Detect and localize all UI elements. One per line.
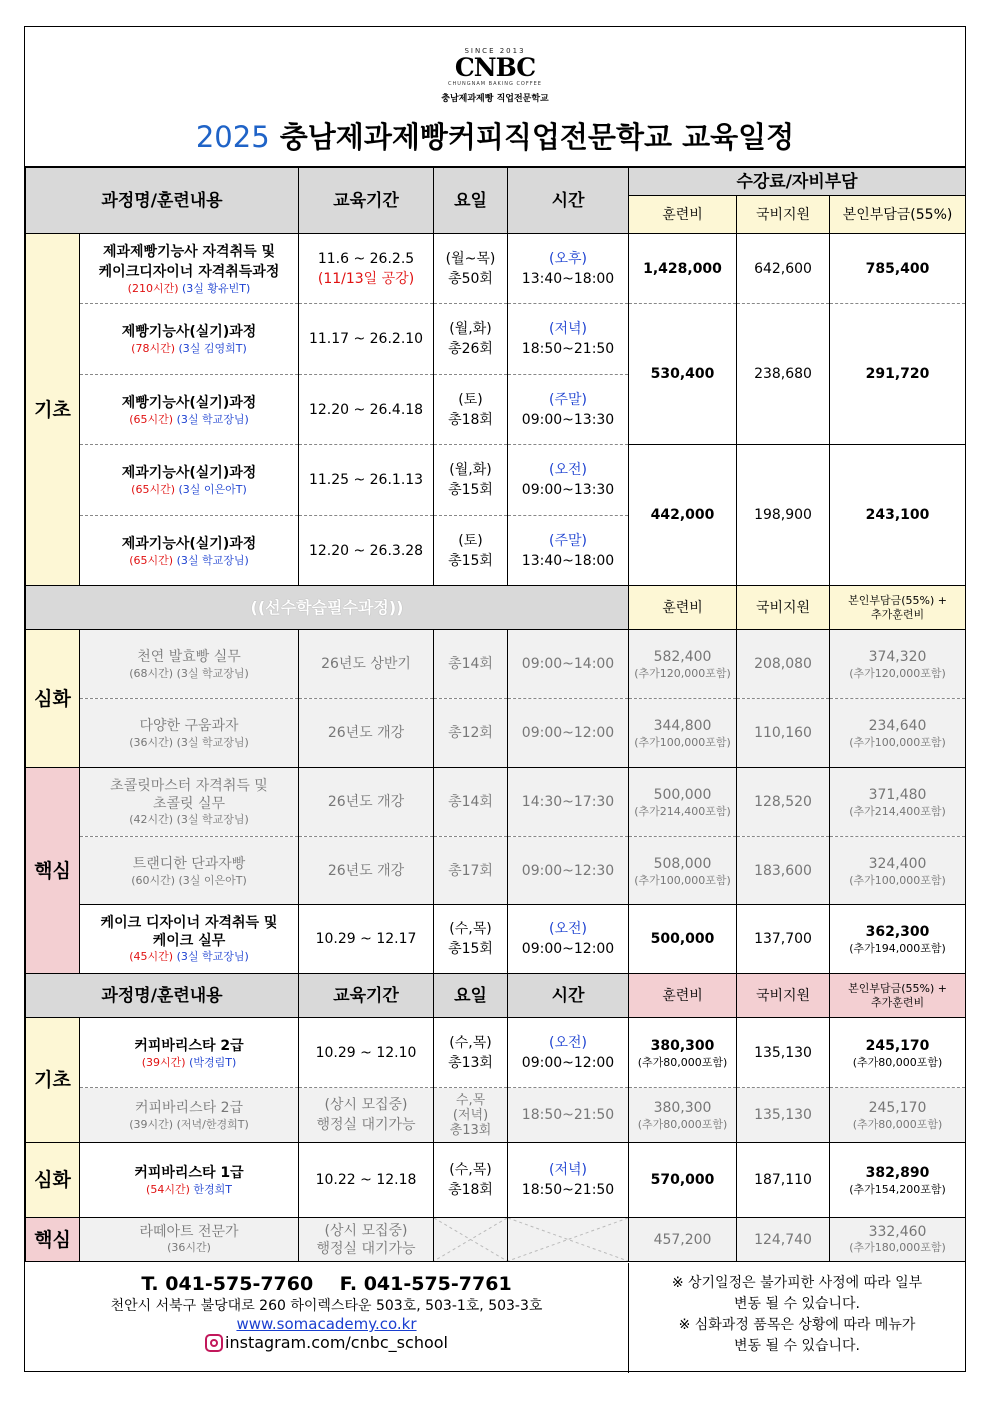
fee-cell (629, 837, 737, 905)
course-cell (80, 375, 299, 445)
course-cell (80, 768, 299, 837)
day-cell (434, 516, 508, 586)
course-room: 한경희T (193, 1183, 232, 1196)
gov-support: 642,600 (737, 234, 830, 304)
period-note: (11/13일 공강) (317, 270, 415, 287)
prereq-label: ((선수학습필수과정)) (26, 586, 629, 630)
header-self (830, 586, 966, 630)
notice-line: 변동 될 수 있습니다. (734, 1296, 860, 1312)
fee: 442,000 (629, 445, 737, 586)
course-name: 초콜릿마스터 자격취득 및 (110, 778, 268, 794)
self-note: (추가120,000포함) (849, 667, 946, 680)
day-cell (434, 905, 508, 974)
self-cell (830, 837, 966, 905)
course-hours: (210시간) (127, 281, 179, 295)
course-name: 초콜릿 실무 (152, 796, 226, 812)
time: 09:00~13:30 (521, 482, 615, 498)
contact-info (25, 1263, 628, 1373)
course-room: (3실 학교장님) (176, 553, 249, 567)
course-cell (80, 304, 299, 375)
self-pay: 245,170 (868, 1100, 927, 1116)
course-room: (3실 학교장님) (176, 950, 249, 963)
course-sub: (42시간) (3실 학교장님) (129, 813, 249, 826)
gov-support: 198,900 (737, 445, 830, 586)
day: (월~목) (445, 250, 496, 267)
self-note: (추가80,000포함) (852, 1118, 943, 1131)
course-name: 트랜디한 단과자빵 (132, 855, 246, 872)
day-cell (434, 234, 508, 304)
category-advanced: 심화 (26, 630, 80, 768)
time: 09:00~12:00 (521, 941, 615, 957)
header-time: 시간 (508, 168, 629, 234)
course-cell (80, 837, 299, 905)
period: 11.17 ~ 26.2.10 (299, 304, 434, 375)
period: 12.20 ~ 26.3.28 (299, 516, 434, 586)
cross-out-mark (434, 1218, 507, 1261)
self-pay: 245,170 (865, 1037, 930, 1054)
period: 12.20 ~ 26.4.18 (299, 375, 434, 445)
header-self-line: 추가훈련비 (870, 607, 925, 621)
fee-note: (추가100,000포함) (634, 736, 731, 749)
category-advanced: 심화 (26, 1143, 80, 1218)
sessions: 총18회 (448, 411, 493, 428)
address: 천안시 서북구 불당대로 260 하이렉스타운 503호, 503-1호, 503-3호 (110, 1298, 543, 1314)
course-hours: (54시간) (146, 1183, 190, 1196)
day: (월,화) (449, 462, 492, 478)
self-cell (830, 1088, 966, 1143)
time-cell (508, 1143, 629, 1218)
header-course: 과정명/훈련내용 (26, 974, 299, 1018)
time-slot: (오전) (549, 1034, 587, 1051)
fee-note: (추가120,000포함) (634, 667, 731, 680)
self-note: (추가180,000포함) (849, 1241, 946, 1254)
period-cell (299, 1218, 434, 1262)
time: 18:50~21:50 (508, 1088, 629, 1143)
logo-sub: CHUNGNAM BAKING COFFEE (448, 81, 542, 87)
header-time: 시간 (508, 974, 629, 1018)
gov-support: 124,740 (737, 1218, 830, 1262)
category-basic: 기초 (26, 1018, 80, 1143)
school-logo (425, 47, 565, 117)
fee-note: (추가80,000포함) (637, 1055, 728, 1069)
period-note: 행정실 대기가능 (316, 1240, 416, 1257)
day-cell (434, 304, 508, 375)
header-day: 요일 (434, 168, 508, 234)
day: (토) (458, 532, 483, 549)
course-name: 케이크디자이너 자격취득과정 (98, 263, 280, 280)
gov-support: 135,130 (737, 1088, 830, 1143)
fee: 570,000 (629, 1143, 737, 1218)
gov-support: 238,680 (737, 304, 830, 445)
day: (토) (458, 391, 483, 408)
day-cell (434, 375, 508, 445)
page-title (25, 115, 965, 156)
course-room: (3실 이은아T) (178, 483, 247, 496)
course-room: (3실 김영희T) (178, 342, 247, 355)
period: 11.6 ~ 26.2.5 (317, 250, 415, 267)
day: (수,목) (449, 1034, 492, 1051)
sessions: 총12회 (434, 699, 508, 768)
course-hours: (65시간) (129, 553, 174, 567)
time-cell (508, 516, 629, 586)
gov-support: 135,130 (737, 1018, 830, 1088)
notice-line: 변동 될 수 있습니다. (734, 1338, 860, 1354)
self-pay: 785,400 (830, 234, 966, 304)
course-name: 다양한 구움과자 (139, 718, 239, 734)
fee-note: (추가100,000포함) (634, 873, 731, 887)
fee-cell (629, 630, 737, 699)
sessions: 총26회 (448, 341, 493, 357)
course-hours: (39시간) (141, 1055, 186, 1069)
period-note: 행정실 대기가능 (316, 1117, 416, 1133)
course-name: 제과제빵기능사 자격취득 및 (102, 243, 276, 260)
time: 09:00~12:00 (508, 699, 629, 768)
period: 11.25 ~ 26.1.13 (299, 445, 434, 516)
time-slot: (오후) (549, 250, 587, 267)
cross-out-mark (508, 1218, 628, 1261)
period: 10.29 ~ 12.10 (299, 1018, 434, 1088)
header (25, 27, 965, 167)
period-cell (299, 234, 434, 304)
time: 09:00~14:00 (508, 630, 629, 699)
course-sub: (60시간) (3실 이은아T) (131, 873, 247, 887)
header-fee: 훈련비 (629, 586, 737, 630)
time-cell (508, 445, 629, 516)
self-note: (추가194,000포함) (849, 942, 946, 955)
course-sub: (39시간) (저녁/한경희T) (129, 1118, 249, 1131)
fee-cell (629, 1018, 737, 1088)
period: 26년도 상반기 (299, 630, 434, 699)
time-slot: (저녁) (452, 1107, 489, 1123)
self-cell (830, 1218, 966, 1262)
header-period: 교육기간 (299, 974, 434, 1018)
self-cell (830, 905, 966, 974)
day-cell (434, 1088, 508, 1143)
day-cell (434, 1143, 508, 1218)
schedule-table (25, 167, 966, 1262)
course-hours: (65시간) (129, 412, 174, 426)
course-hours: (78시간) (131, 342, 176, 355)
gov-support: 128,520 (737, 768, 830, 837)
self-cell (830, 699, 966, 768)
course-cell (80, 445, 299, 516)
title-text: 충남제과제빵커피직업전문학교 교육일정 (279, 120, 795, 154)
header-course: 과정명/훈련내용 (26, 168, 299, 234)
sessions: 총13회 (448, 1054, 493, 1071)
sessions: 총15회 (448, 482, 493, 498)
course-name: 제과기능사(실기)과정 (121, 535, 257, 552)
time: 14:30~17:30 (508, 768, 629, 837)
notice-line: ※ 상기일정은 불가피한 사정에 따라 일부 (671, 1275, 923, 1291)
header-self-line: 본인부담금(55%) + (848, 593, 947, 607)
header-gov: 국비지원 (737, 196, 830, 234)
gov-support: 208,080 (737, 630, 830, 699)
fee: 500,000 (653, 787, 712, 803)
notice-line: ※ 심화과정 품목은 상황에 따라 메뉴가 (678, 1317, 916, 1333)
day: (수,목) (449, 1162, 492, 1178)
self-pay: 371,480 (868, 787, 927, 803)
header-gov: 국비지원 (737, 586, 830, 630)
time: 18:50~21:50 (521, 341, 615, 357)
header-self: 본인부담금(55%) (830, 196, 966, 234)
logo-korean: 충남제과제빵 직업전문학교 (441, 94, 549, 104)
fee: 457,200 (629, 1218, 737, 1262)
self-cell (830, 1143, 966, 1218)
self-note: (추가100,000포함) (849, 873, 946, 887)
title-year: 2025 (195, 120, 270, 154)
time-cell (508, 234, 629, 304)
course-cell (80, 1143, 299, 1218)
time: 09:00~12:30 (508, 837, 629, 905)
course-name: 제빵기능사(실기)과정 (121, 324, 257, 340)
day-cell (434, 445, 508, 516)
empty-day-cell (434, 1218, 508, 1262)
course-hours: (45시간) (129, 950, 174, 963)
sessions: 총17회 (434, 837, 508, 905)
course-hours: (65시간) (131, 483, 176, 496)
course-name: 라떼아트 전문가 (139, 1224, 239, 1240)
gov-support: 137,700 (737, 905, 830, 974)
self-cell (830, 630, 966, 699)
header-self-line: 본인부담금(55%) + (848, 981, 947, 995)
website-link[interactable]: www.somacademy.co.kr (236, 1315, 417, 1333)
time-cell (508, 905, 629, 974)
course-cell (80, 699, 299, 768)
sessions: 총18회 (448, 1182, 493, 1198)
period: 10.29 ~ 12.17 (299, 905, 434, 974)
instagram-link[interactable] (205, 1333, 448, 1352)
header-fee: 훈련비 (629, 974, 737, 1018)
course-name: 제빵기능사(실기)과정 (121, 394, 257, 411)
course-cell (80, 1088, 299, 1143)
course-sub: (68시간) (3실 학교장님) (129, 667, 249, 680)
period: 26년도 개강 (299, 768, 434, 837)
period: 26년도 개강 (299, 837, 434, 905)
time-cell (508, 1018, 629, 1088)
day: (월,화) (449, 321, 492, 337)
logo-since: SINCE 2013 (464, 47, 526, 55)
self-pay: 382,890 (865, 1165, 930, 1181)
course-name: 커피바리스타 2급 (134, 1037, 244, 1054)
period-cell (299, 1088, 434, 1143)
course-name: 제과기능사(실기)과정 (121, 465, 257, 481)
phone-fax: T. 041-575-7760 F. 041-575-7761 (141, 1273, 512, 1295)
fee: 508,000 (653, 855, 712, 872)
fee-note: (추가80,000포함) (637, 1118, 728, 1131)
instagram-handle: instagram.com/cnbc_school (225, 1333, 448, 1352)
fee: 344,800 (653, 718, 712, 734)
time: 18:50~21:50 (521, 1182, 615, 1198)
self-note: (추가214,400포함) (849, 805, 946, 818)
course-room: (박경림T) (189, 1055, 237, 1069)
course-cell (80, 1018, 299, 1088)
course-cell (80, 1218, 299, 1262)
fee: 380,300 (650, 1037, 715, 1054)
day-cell (434, 1018, 508, 1088)
time-slot: (오전) (549, 462, 587, 478)
course-name: 케이크 실무 (152, 933, 226, 949)
time-slot: (오전) (549, 921, 587, 937)
category-core: 핵심 (26, 1218, 80, 1262)
time: 09:00~12:00 (521, 1054, 615, 1071)
period: (상시 모집중) (324, 1097, 408, 1113)
self-pay: 243,100 (830, 445, 966, 586)
course-name: 케이크 디자이너 자격취득 및 (100, 915, 278, 931)
time-cell (508, 375, 629, 445)
day: 수,목 (455, 1092, 486, 1108)
header-period: 교육기간 (299, 168, 434, 234)
fee-cell (629, 699, 737, 768)
self-pay: 362,300 (865, 924, 930, 940)
course-name: 천연 발효빵 실무 (137, 649, 241, 665)
course-cell (80, 234, 299, 304)
sessions: 총15회 (448, 552, 493, 569)
gov-support: 110,160 (737, 699, 830, 768)
sessions: 총50회 (448, 270, 493, 287)
self-pay: 374,320 (868, 649, 927, 665)
period: (상시 모집중) (324, 1222, 408, 1239)
time: 13:40~18:00 (521, 270, 615, 287)
fee: 380,300 (653, 1100, 712, 1116)
category-basic: 기초 (26, 234, 80, 586)
category-core: 핵심 (26, 768, 80, 974)
sessions: 총14회 (434, 630, 508, 699)
course-name: 커피바리스타 2급 (134, 1100, 244, 1116)
self-cell (830, 768, 966, 837)
fee: 1,428,000 (629, 234, 737, 304)
instagram-icon (205, 1334, 223, 1352)
course-cell (80, 630, 299, 699)
time-slot: (주말) (549, 532, 587, 549)
self-pay: 332,460 (868, 1224, 927, 1240)
self-pay: 234,640 (868, 718, 927, 734)
gov-support: 187,110 (737, 1143, 830, 1218)
period: 26년도 개강 (299, 699, 434, 768)
schedule-page (24, 26, 966, 1372)
header-fee: 훈련비 (629, 196, 737, 234)
notice (628, 1263, 965, 1373)
course-room: (3실 황유빈T) (182, 281, 251, 295)
time: 13:40~18:00 (521, 552, 615, 569)
course-sub: (36시간) (3실 학교장님) (129, 736, 249, 749)
fee: 500,000 (629, 905, 737, 974)
sessions: 총13회 (449, 1122, 492, 1138)
fee: 582,400 (653, 649, 712, 665)
course-sub: (36시간) (167, 1241, 211, 1254)
self-pay: 324,400 (868, 855, 927, 872)
fee: 530,400 (629, 304, 737, 445)
day: (수,목) (449, 921, 492, 937)
fee-cell (629, 768, 737, 837)
time-slot: (주말) (549, 391, 587, 408)
course-cell (80, 905, 299, 974)
sessions: 총15회 (448, 941, 493, 957)
header-self-line: 추가훈련비 (870, 995, 925, 1009)
period: 10.22 ~ 12.18 (299, 1143, 434, 1218)
time: 09:00~13:30 (521, 411, 615, 428)
course-name: 커피바리스타 1급 (134, 1165, 244, 1181)
self-note: (추가100,000포함) (849, 736, 946, 749)
course-cell (80, 516, 299, 586)
header-fee-group: 수강료/자비부담 (629, 168, 966, 196)
fee-cell (629, 1088, 737, 1143)
header-self (830, 974, 966, 1018)
time-slot: (저녁) (549, 321, 587, 337)
time-slot: (저녁) (549, 1162, 587, 1178)
header-day: 요일 (434, 974, 508, 1018)
time-cell (508, 304, 629, 375)
self-cell (830, 1018, 966, 1088)
header-gov: 국비지원 (737, 974, 830, 1018)
course-room: (3실 학교장님) (176, 412, 249, 426)
gov-support: 183,600 (737, 837, 830, 905)
fee-note: (추가214,400포함) (634, 805, 731, 818)
empty-time-cell (508, 1218, 629, 1262)
self-pay: 291,720 (830, 304, 966, 445)
self-note: (추가80,000포함) (852, 1055, 943, 1069)
self-note: (추가154,200포함) (849, 1183, 946, 1196)
sessions: 총14회 (434, 768, 508, 837)
logo-mark: CNBC (454, 53, 536, 82)
